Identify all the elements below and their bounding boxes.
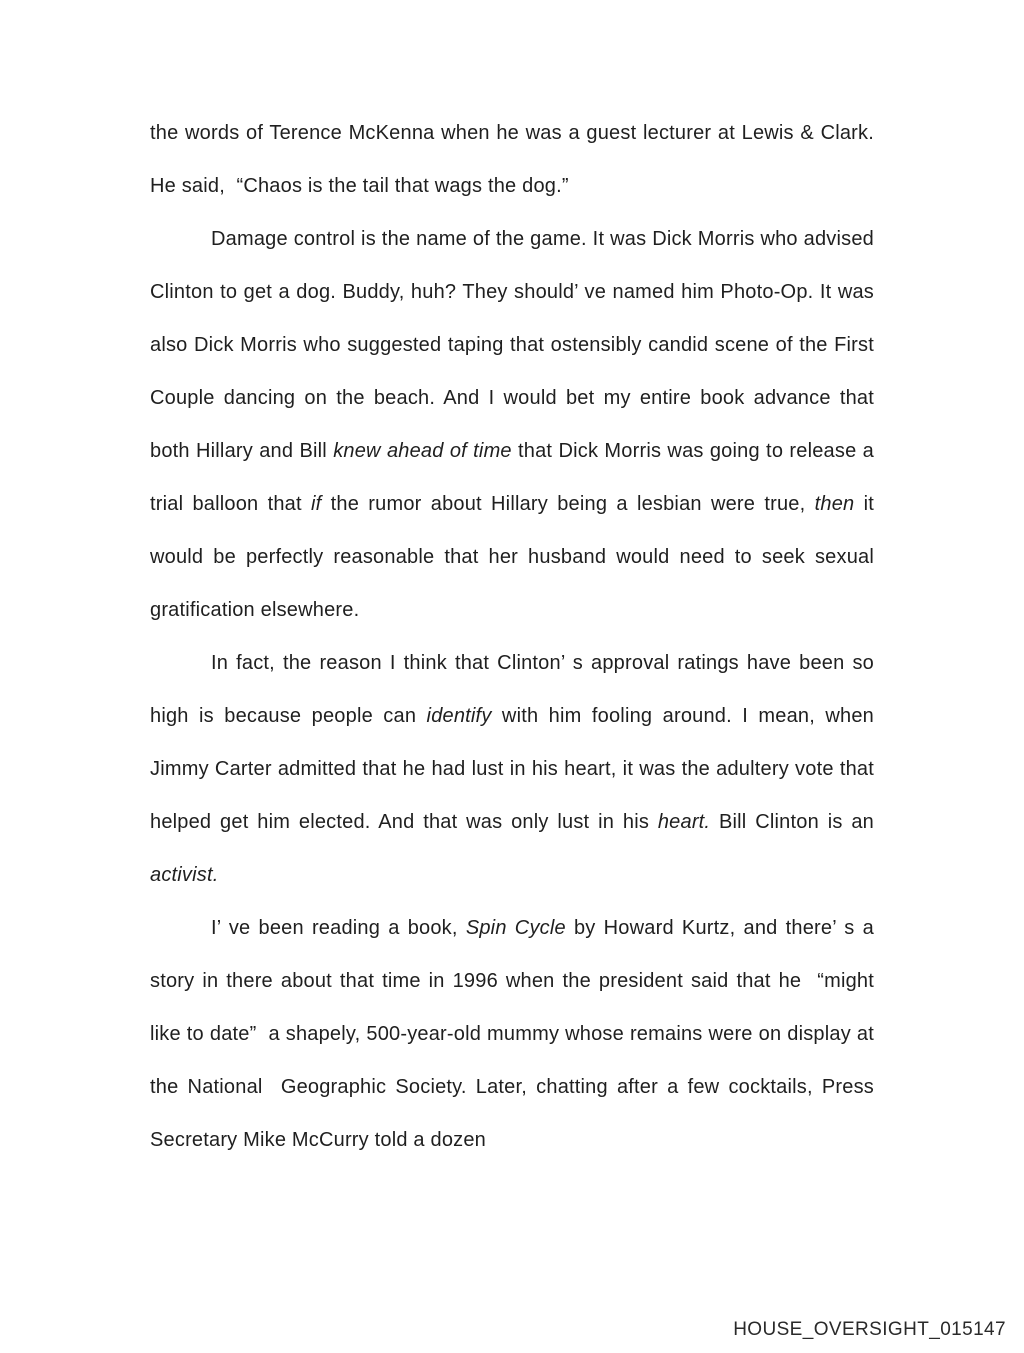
italic-text-run: knew ahead of time <box>333 440 512 462</box>
text-run: In fact, the reason I think that Clinton’ s approval ratings have been so high is because people can <box>150 652 880 727</box>
italic-text-run: then <box>814 493 855 515</box>
text-run: the rumor about Hillary being a lesbian were true, <box>321 493 815 515</box>
text-run: Bill Clinton is an <box>710 811 880 833</box>
paragraph <box>150 637 880 902</box>
bates-stamp: HOUSE_OVERSIGHT_015147 <box>733 1319 1006 1340</box>
text-run: I’ ve been reading a book, <box>211 917 466 939</box>
italic-text-run: if <box>311 493 322 515</box>
text-run: it would be perfectly reasonable that her husband would need to seek sexual gratification elsewhere. <box>150 493 880 621</box>
text-run: with him fooling around. I mean, when Jimmy Carter admitted that he had lust in his heart, it was the adultery vote that helped get him elected. And that was only lust in his <box>150 705 880 833</box>
paragraph <box>150 107 880 213</box>
paragraph <box>150 902 880 1167</box>
italic-text-run: activist. <box>150 864 219 886</box>
paragraph <box>150 213 880 637</box>
italic-text-run: heart. <box>657 811 711 833</box>
text-run: by Howard Kurtz, and there’ s a story in there about that time in 1996 when the president said that he “might like to date” a shapely, 500-year-old mummy whose remains were on display at the National Geographic Society. Later, chatting after a few cocktails, Press Secretary Mike McCurry told a dozen <box>150 917 880 1151</box>
italic-text-run: Spin Cycle <box>465 917 566 939</box>
document-body <box>150 107 880 1167</box>
text-run: Damage control is the name of the game. It was Dick Morris who advised Clinton to get a dog. Buddy, huh? They should’ ve named him Photo-Op. It was also Dick Morris who suggested taping that ostensibly candid scene of the First Couple dancing on the beach. And I would bet my entire book advance that both Hillary and Bill <box>150 228 880 462</box>
italic-text-run: identify <box>426 705 492 727</box>
text-run: that Dick Morris was going to release a trial balloon that <box>150 440 880 515</box>
text-run: the words of Terence McKenna when he was a guest lecturer at Lewis & Clark. He said, “Chaos is the tail that wags the dog.” <box>150 122 880 197</box>
